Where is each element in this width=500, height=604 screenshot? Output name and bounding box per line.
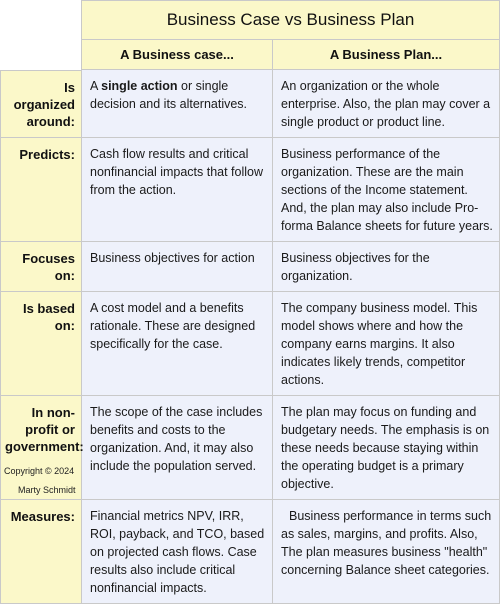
- plan-cell: The plan may focus on funding and budgetary needs. The emphasis is on these needs because staying within the operating budget is a primary objective.: [273, 396, 500, 500]
- plan-cell: Business objectives for the organization.: [273, 242, 500, 292]
- row-label: Predicts:: [0, 138, 82, 242]
- case-text-pre: A: [90, 79, 102, 93]
- case-cell: The scope of the case includes benefits and costs to the organization. And, it may also include the population served.: [82, 396, 273, 500]
- case-text-bold: single action: [101, 79, 178, 93]
- row-label: Is organized around:: [0, 70, 82, 138]
- table-row: [0, 500, 500, 604]
- column-header-business-plan: A Business Plan...: [273, 40, 500, 70]
- case-text-post: or single decision and its alternatives.: [90, 79, 248, 111]
- plan-cell: Business performance of the organization. These are the main sections of the Income statement. And, the plan may also include Pro-forma Balance sheets for future years.: [273, 138, 500, 242]
- table-title: Business Case vs Business Plan: [82, 0, 500, 40]
- table-row: [0, 292, 500, 396]
- row-label: Measures:: [0, 500, 82, 604]
- plan-cell: Business performance in terms such as sales, margins, and profits. Also, The plan measures business "health" concerning Balance sheet categories.: [273, 500, 500, 604]
- column-header-business-case: A Business case...: [82, 40, 273, 70]
- row-label: In non-profit or government:: [0, 396, 82, 500]
- case-cell: Business objectives for action: [82, 242, 273, 292]
- row-label: Is based on:: [0, 292, 82, 396]
- case-cell: Cash flow results and critical nonfinancial impacts that follow from the action.: [82, 138, 273, 242]
- corner-blank: [0, 0, 82, 70]
- table-row: [0, 242, 500, 292]
- plan-cell: The company business model. This model shows where and how the company earns margins. It also indicates likely trends, competitor actions.: [273, 292, 500, 396]
- copyright-line: Copyright © 2024: [4, 466, 75, 476]
- plan-cell: An organization or the whole enterprise. Also, the plan may cover a single product or product line.: [273, 70, 500, 138]
- case-cell: [82, 70, 273, 138]
- table-row: [0, 138, 500, 242]
- table-row: [0, 70, 500, 138]
- case-cell: Financial metrics NPV, IRR, ROI, payback, and TCO, based on projected cash flows. Case results also include critical nonfinancial impacts.: [82, 500, 273, 604]
- case-cell: A cost model and a benefits rationale. These are designed specifically for the case.: [82, 292, 273, 396]
- row-label: Focuses on:: [0, 242, 82, 292]
- copyright-author: Marty Schmidt: [18, 485, 76, 495]
